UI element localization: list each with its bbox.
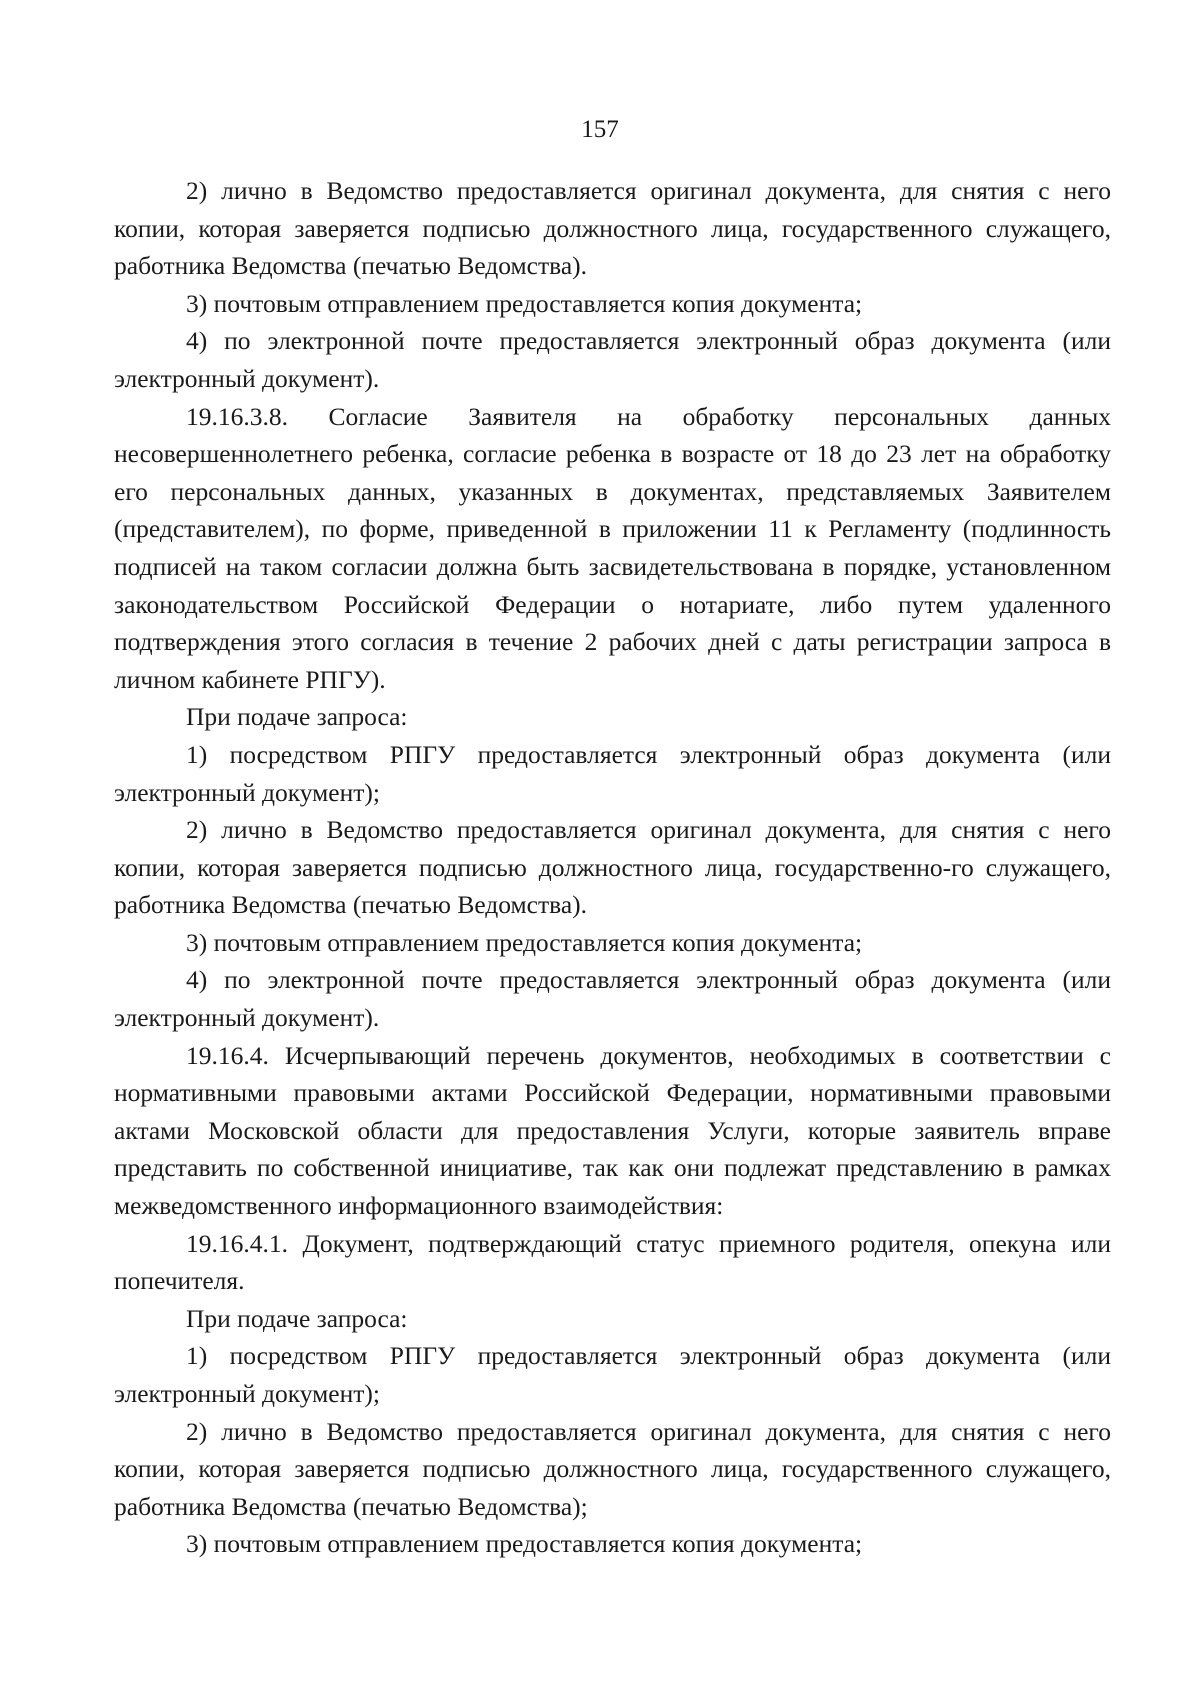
paragraph: При подаче запроса: (186, 1303, 408, 1333)
paragraph: 3) почтовым отправлением предоставляется копия документа; (186, 1529, 863, 1559)
paragraph: 1) посредством РПГУ предоставляется электронный образ документа (или электронный документ); (114, 1341, 1111, 1408)
paragraph: 3) почтовым отправлением предоставляется копия документа; (186, 288, 863, 318)
paragraph: При подаче запроса: (186, 702, 408, 732)
paragraph: 4) по электронной почте предоставляется электронный образ документа (или электронный документ). (114, 326, 1111, 393)
paragraph: 2) лично в Ведомство предоставляется оригинал документа, для снятия с него копии, которая заверяется подписью должностного лица, государственного служащего, работника Ведомства (печатью Ведомства); (114, 1416, 1111, 1521)
paragraph: 2) лично в Ведомство предоставляется оригинал документа, для снятия с него копии, которая заверяется подписью должностного лица, государственно-го служащего, работника Ведомства (печатью Ведомства). (114, 815, 1111, 920)
paragraph: 1) посредством РПГУ предоставляется электронный образ документа (или электронный документ); (114, 739, 1111, 807)
paragraph: 3) почтовым отправлением предоставляется копия документа; (186, 927, 863, 957)
paragraph: 19.16.4. Исчерпывающий перечень документов, необходимых в соответствии с нормативными правовыми актами Российской Федерации, нормативными правовыми актами Московской области для предоставления Услуги, которые заявитель вправе представить по собственной инициативе, так как они подлежат представлению в рамках межведомственного информационного взаимодействия: (114, 1040, 1111, 1221)
paragraph: 19.16.3.8. Согласие Заявителя на обработку персональных данных несовершеннолетнего ребенка, согласие ребенка в возрасте от 18 до 23 лет на обработку его персональных данных, указанных в документах, представляемых Заявителем (представителем), по форме, приведенной в приложении 11 к Регламенту (подлинность подписей на таком согласии должна быть засвидетельствована в порядке, установленном законодательством Российской Федерации о нотариате, либо путем удаленного подтверждения этого согласия в течение 2 рабочих дней с даты регистрации запроса в личном кабинете РПГУ). (114, 401, 1111, 694)
paragraph: 19.16.4.1. Документ, подтверждающий статус приемного родителя, опекуна или попечителя. (114, 1228, 1111, 1296)
paragraph: 4) по электронной почте предоставляется электронный образ документа (или электронный документ). (114, 965, 1111, 1033)
document-body (114, 172, 1111, 1563)
page-number: 157 (581, 116, 619, 143)
paragraph: 2) лично в Ведомство предоставляется оригинал документа, для снятия с него копии, которая заверяется подписью должностного лица, государственного служащего, работника Ведомства (печатью Ведомства). (114, 176, 1111, 281)
